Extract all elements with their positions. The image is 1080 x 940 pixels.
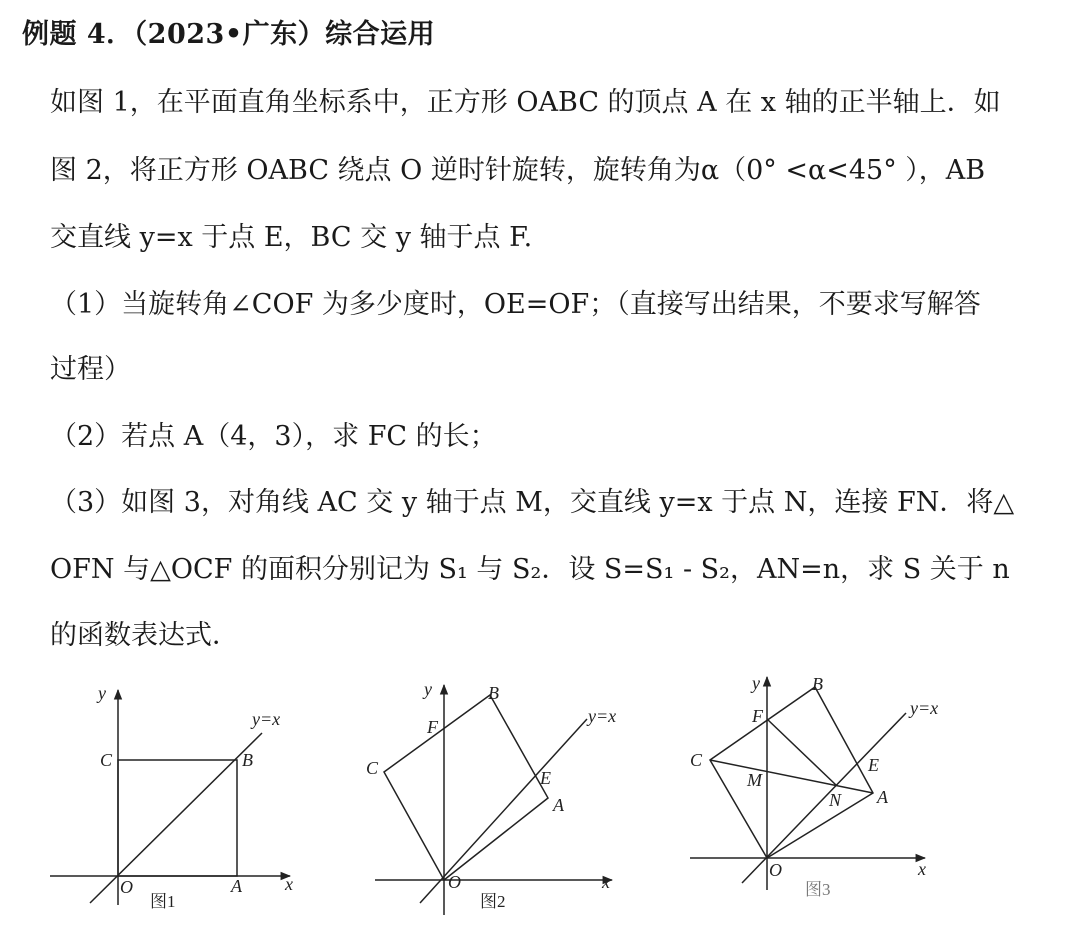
- fig3-label-x: x: [918, 859, 926, 879]
- fig2-label-a: A: [553, 795, 564, 815]
- fig3-diagonal-ac: [710, 760, 873, 793]
- fig1-label-a: A: [231, 876, 242, 896]
- fig3-label-e: E: [868, 755, 879, 775]
- fig2-label-f: F: [427, 717, 438, 737]
- figures-svg: [0, 665, 1080, 936]
- fig2-caption: 图2: [480, 892, 506, 911]
- fig1-label-line: y=x: [252, 709, 281, 729]
- fig3-label-f: F: [752, 706, 763, 726]
- figures-area: [0, 665, 1080, 936]
- fig1-label-o: O: [120, 877, 133, 897]
- fig3-label-b: B: [812, 674, 823, 694]
- problem-line-3: 交直线 y=x 于点 E，BC 交 y 轴于点 F.: [50, 222, 533, 253]
- problem-line-2: 图 2，将正方形 OABC 绕点 O 逆时针旋转，旋转角为α（0° <α<45° ），AB: [50, 155, 986, 186]
- question-3-end: 的函数表达式．: [50, 620, 239, 651]
- fig3-label-c: C: [690, 750, 703, 770]
- question-2: （2）若点 A（4，3），求 FC 的长；: [50, 421, 497, 452]
- fig2-label-y: y: [424, 679, 432, 699]
- fig3-label-a: A: [877, 787, 888, 807]
- fig2-label-line: y=x: [588, 706, 617, 726]
- figure-2: [375, 685, 612, 915]
- example-title: 例题 4．（2023•广东）综合运用: [22, 19, 436, 50]
- fig3-label-line: y=x: [910, 698, 939, 718]
- fig3-caption: 图3: [805, 880, 831, 899]
- fig1-label-y: y: [98, 683, 106, 703]
- fig2-label-e: E: [540, 768, 551, 788]
- question-3-cont: OFN 与△OCF 的面积分别记为 S₁ 与 S₂．设 S=S₁ - S₂，AN=n，求 S 关于 n: [50, 554, 1010, 585]
- problem-line-1: 如图 1，在平面直角坐标系中，正方形 OABC 的顶点 A 在 x 轴的正半轴上．如: [50, 87, 1001, 118]
- fig3-label-o: O: [769, 860, 782, 880]
- fig3-label-m: M: [747, 770, 762, 790]
- fig2-label-o: O: [448, 872, 461, 892]
- fig3-label-n: N: [829, 790, 842, 810]
- fig2-label-c: C: [366, 758, 379, 778]
- fig1-label-b: B: [242, 750, 253, 770]
- fig1-caption: 图1: [150, 892, 176, 911]
- fig3-segment-fn: [767, 719, 836, 785]
- fig1-label-c: C: [100, 750, 113, 770]
- question-3: （3）如图 3，对角线 AC 交 y 轴于点 M，交直线 y=x 于点 N，连接 FN．将△: [50, 487, 1015, 518]
- fig1-label-x: x: [285, 874, 293, 894]
- question-1-cont: 过程）: [50, 354, 131, 385]
- figure-3: [690, 677, 925, 890]
- fig2-label-x: x: [602, 872, 610, 892]
- question-1: （1）当旋转角∠COF 为多少度时，OE=OF；（直接写出结果，不要求写解答: [50, 289, 981, 320]
- fig2-label-b: B: [488, 683, 499, 703]
- fig3-label-y: y: [752, 673, 760, 693]
